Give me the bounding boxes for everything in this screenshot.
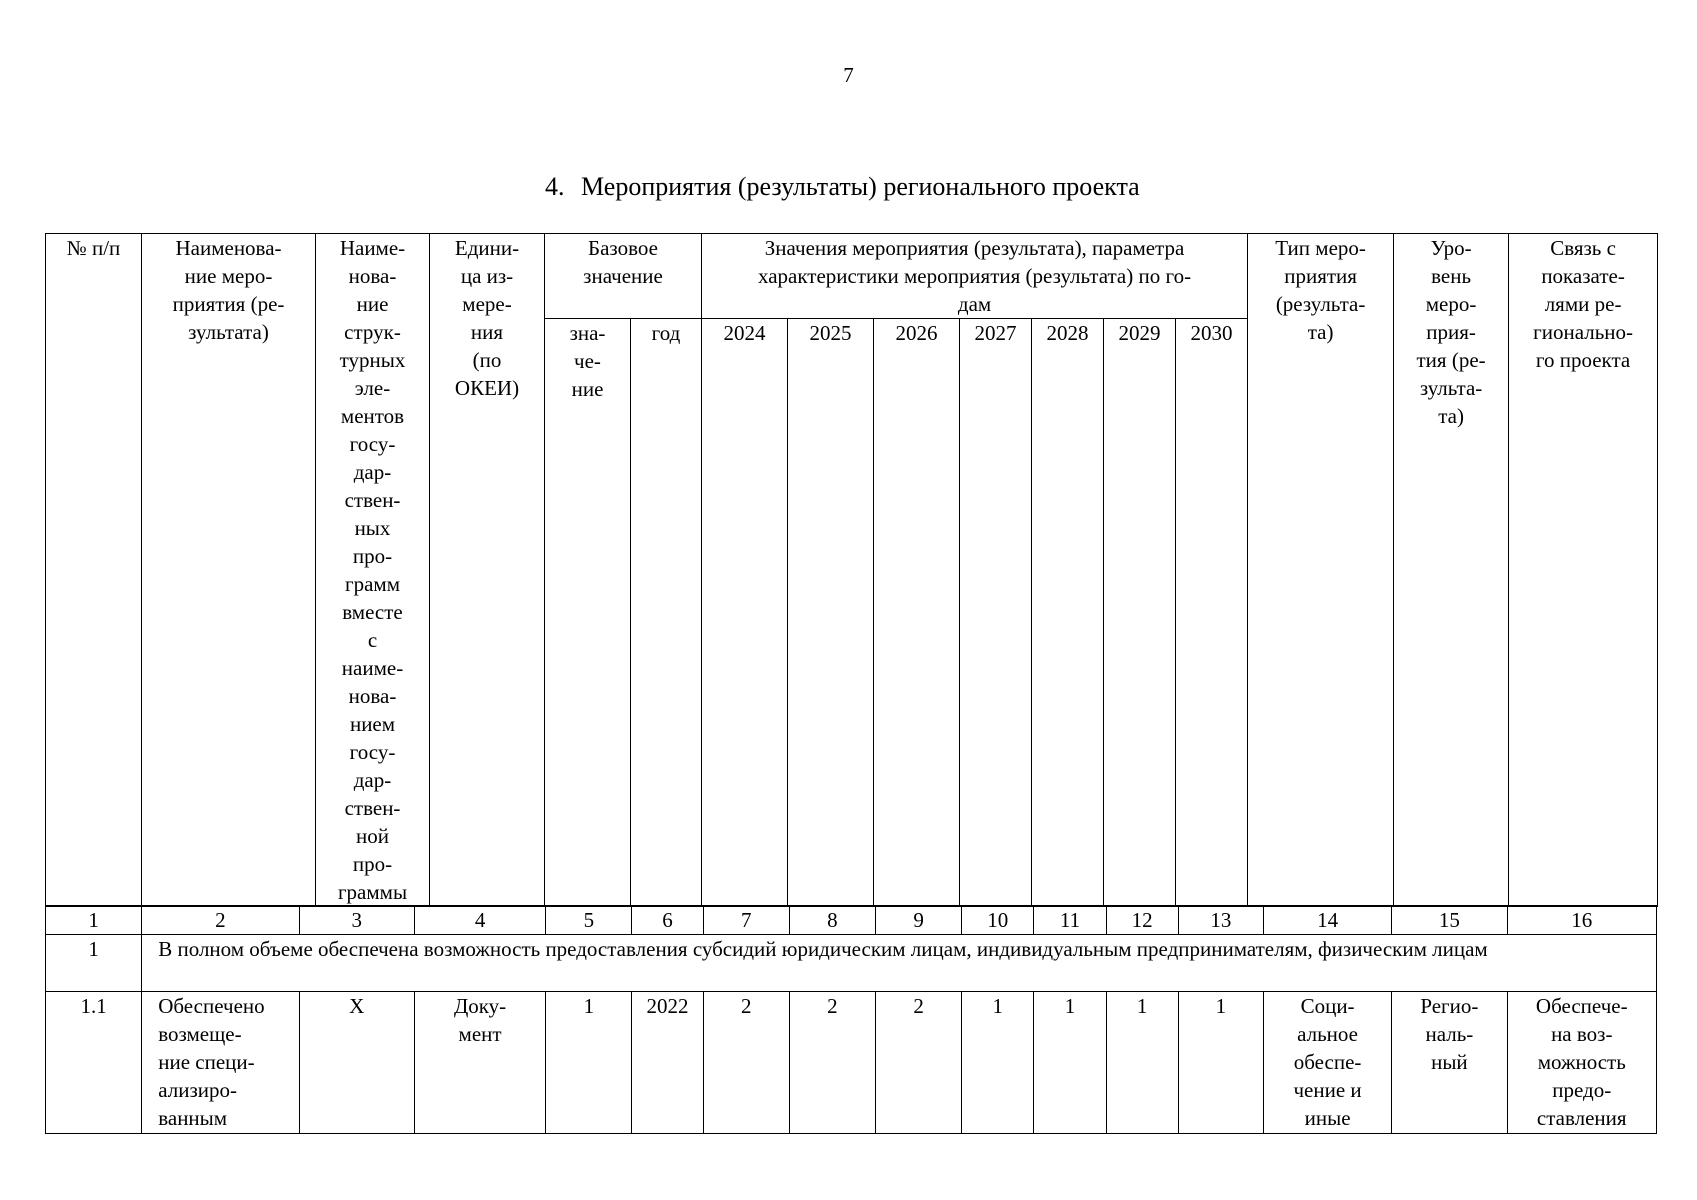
row-num: 1.1 [46, 992, 142, 1134]
header-year: 2028 [1032, 319, 1104, 907]
column-number: 15 [1392, 906, 1507, 935]
header-year: 2027 [960, 319, 1032, 907]
column-number: 1 [46, 906, 142, 935]
column-number: 6 [632, 906, 703, 935]
column-number: 8 [789, 906, 875, 935]
header-base-year: год [631, 319, 702, 907]
header-year: 2029 [1104, 319, 1176, 907]
header-level: Уро- вень меро- прия- тия (ре- зульта- та) [1394, 234, 1509, 907]
column-numbers-row [46, 906, 1657, 935]
header-values: Значения мероприятия (результата), параметра характеристики мероприятия (результата) по го- дам [702, 234, 1248, 319]
column-number: 10 [962, 906, 1034, 935]
row-year-value: 2 [703, 992, 789, 1134]
column-number: 11 [1034, 906, 1106, 935]
row-structural: X [299, 992, 414, 1134]
header-link: Связь с показате- лями ре- гионально- го проекта [1509, 234, 1658, 907]
row-level: Регио- наль- ный [1392, 992, 1507, 1134]
header-year: 2030 [1176, 319, 1248, 907]
row-name: Обеспечено возмеще- ние специ- ализиро- ванным [142, 992, 299, 1134]
column-number: 9 [876, 906, 962, 935]
row-year-value: 2 [876, 992, 962, 1134]
row-year-value: 1 [962, 992, 1034, 1134]
header-type: Тип меро- приятия (результа- та) [1248, 234, 1394, 907]
header-num: № п/п [46, 234, 142, 907]
section-row [46, 935, 1657, 992]
column-number: 14 [1263, 906, 1391, 935]
header-name: Наименова- ние меро- приятия (ре- зультата) [142, 234, 316, 907]
section-row-num: 1 [46, 935, 142, 992]
header-year: 2025 [788, 319, 874, 907]
row-link: Обеспече- на воз- можность предо- ставления [1507, 992, 1656, 1134]
page-number: 7 [843, 63, 854, 87]
column-number: 12 [1106, 906, 1178, 935]
column-number: 13 [1178, 906, 1263, 935]
row-type: Соци- альное обеспе- чение и иные [1263, 992, 1391, 1134]
row-base-value: 1 [546, 992, 632, 1134]
header-base: Базовое значение [545, 234, 702, 319]
column-number: 3 [299, 906, 414, 935]
row-base-year: 2022 [632, 992, 703, 1134]
events-table-body [45, 905, 1657, 1134]
column-number: 5 [546, 906, 632, 935]
header-year: 2026 [874, 319, 960, 907]
table-row [46, 992, 1657, 1134]
section-row-text: В полном объеме обеспечена возможность предоставления субсидий юридическим лицам, индивидуальным предпринимателям, физическим лицам [142, 935, 1657, 992]
header-unit: Едини- ца из- мере- ния (по ОКЕИ) [430, 234, 545, 907]
header-structural: Наиме- нова- ние струк- турных эле- ментов госу- дар- ствен- ных про- грамм вместе с наиме- нова- нием госу- дар- ствен- ной про- граммы [316, 234, 430, 907]
column-number: 4 [414, 906, 545, 935]
row-year-value: 1 [1106, 992, 1178, 1134]
column-number: 16 [1507, 906, 1656, 935]
row-unit: Доку- мент [414, 992, 545, 1134]
section-number: 4. [545, 172, 565, 201]
column-number: 2 [142, 906, 299, 935]
header-base-value: зна- че- ние [545, 319, 631, 907]
header-year: 2024 [702, 319, 788, 907]
section-title [545, 172, 1140, 202]
section-title-text: Мероприятия (результаты) регионального проекта [581, 172, 1140, 201]
events-table-header [45, 233, 1658, 907]
column-number: 7 [703, 906, 789, 935]
row-year-value: 1 [1178, 992, 1263, 1134]
row-year-value: 1 [1034, 992, 1106, 1134]
row-year-value: 2 [789, 992, 875, 1134]
